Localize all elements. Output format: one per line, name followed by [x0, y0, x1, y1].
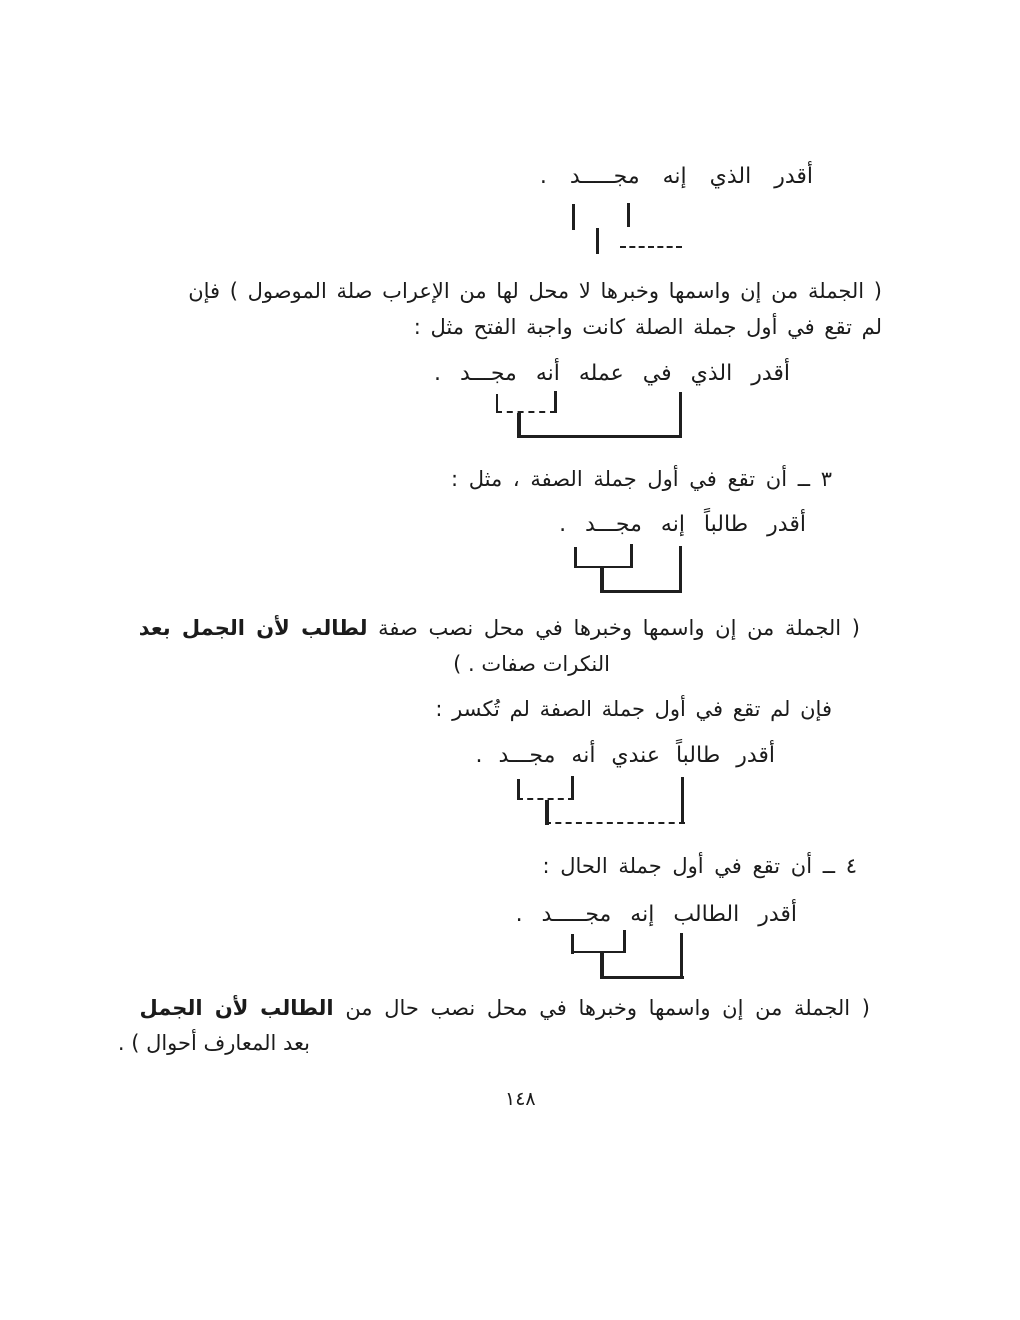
section-3-heading: ٣ ــ أن تقع في أول جملة الصفة ، مثل : [450, 467, 832, 491]
note-paragraph-3-line-1 [139, 995, 870, 1021]
note-paragraph-3-bold-word-1: الطالب [260, 996, 334, 1020]
page-number: ١٤٨ [505, 1088, 536, 1110]
example-sentence-2: أقدر الذي في عمله أنه مجـــد . [433, 361, 790, 386]
note-paragraph-2-text: ( الجملة من إن واسمها وخبرها في محل نصب صفة [367, 616, 860, 640]
note-paragraph-3-bold-word-2: لأن الجمل [139, 996, 249, 1020]
example-sentence-5: أقدر الطالب إنه مجـــــد . [515, 902, 797, 927]
section-4-heading: ٤ ــ أن تقع في أول جملة الحال : [542, 854, 857, 878]
example-sentence-3: أقدر طالباً إنه مجـــد . [559, 512, 806, 537]
note-paragraph-2-line-2: النكرات صفات . ) [453, 652, 610, 676]
example-sentence-1: أقدر الذي إنه مجـــــد . [539, 164, 813, 189]
note-paragraph-1-line-2: لم تقع في أول جملة الصلة كانت واجبة الفتح مثل : [413, 315, 882, 339]
note-paragraph-2-bold-text: لطالب لأن الجمل بعد [138, 616, 368, 640]
note-paragraph-3-text: ( الجملة من إن واسمها وخبرها في محل نصب حال من [333, 996, 870, 1020]
note-paragraph-3-line-2: بعد المعارف أحوال ) . [117, 1031, 310, 1055]
note-paragraph-2-line-1 [139, 615, 860, 641]
example-sentence-4: أقدر طالباً عندي أنه مجـــد . [475, 743, 775, 768]
condition-line: فإن لم تقع في أول جملة الصفة لم تُكسر : [435, 697, 832, 721]
note-paragraph-1-line-1: ( الجملة من إن واسمها وخبرها لا محل لها من الإعراب صلة الموصول ) فإن [188, 279, 882, 303]
